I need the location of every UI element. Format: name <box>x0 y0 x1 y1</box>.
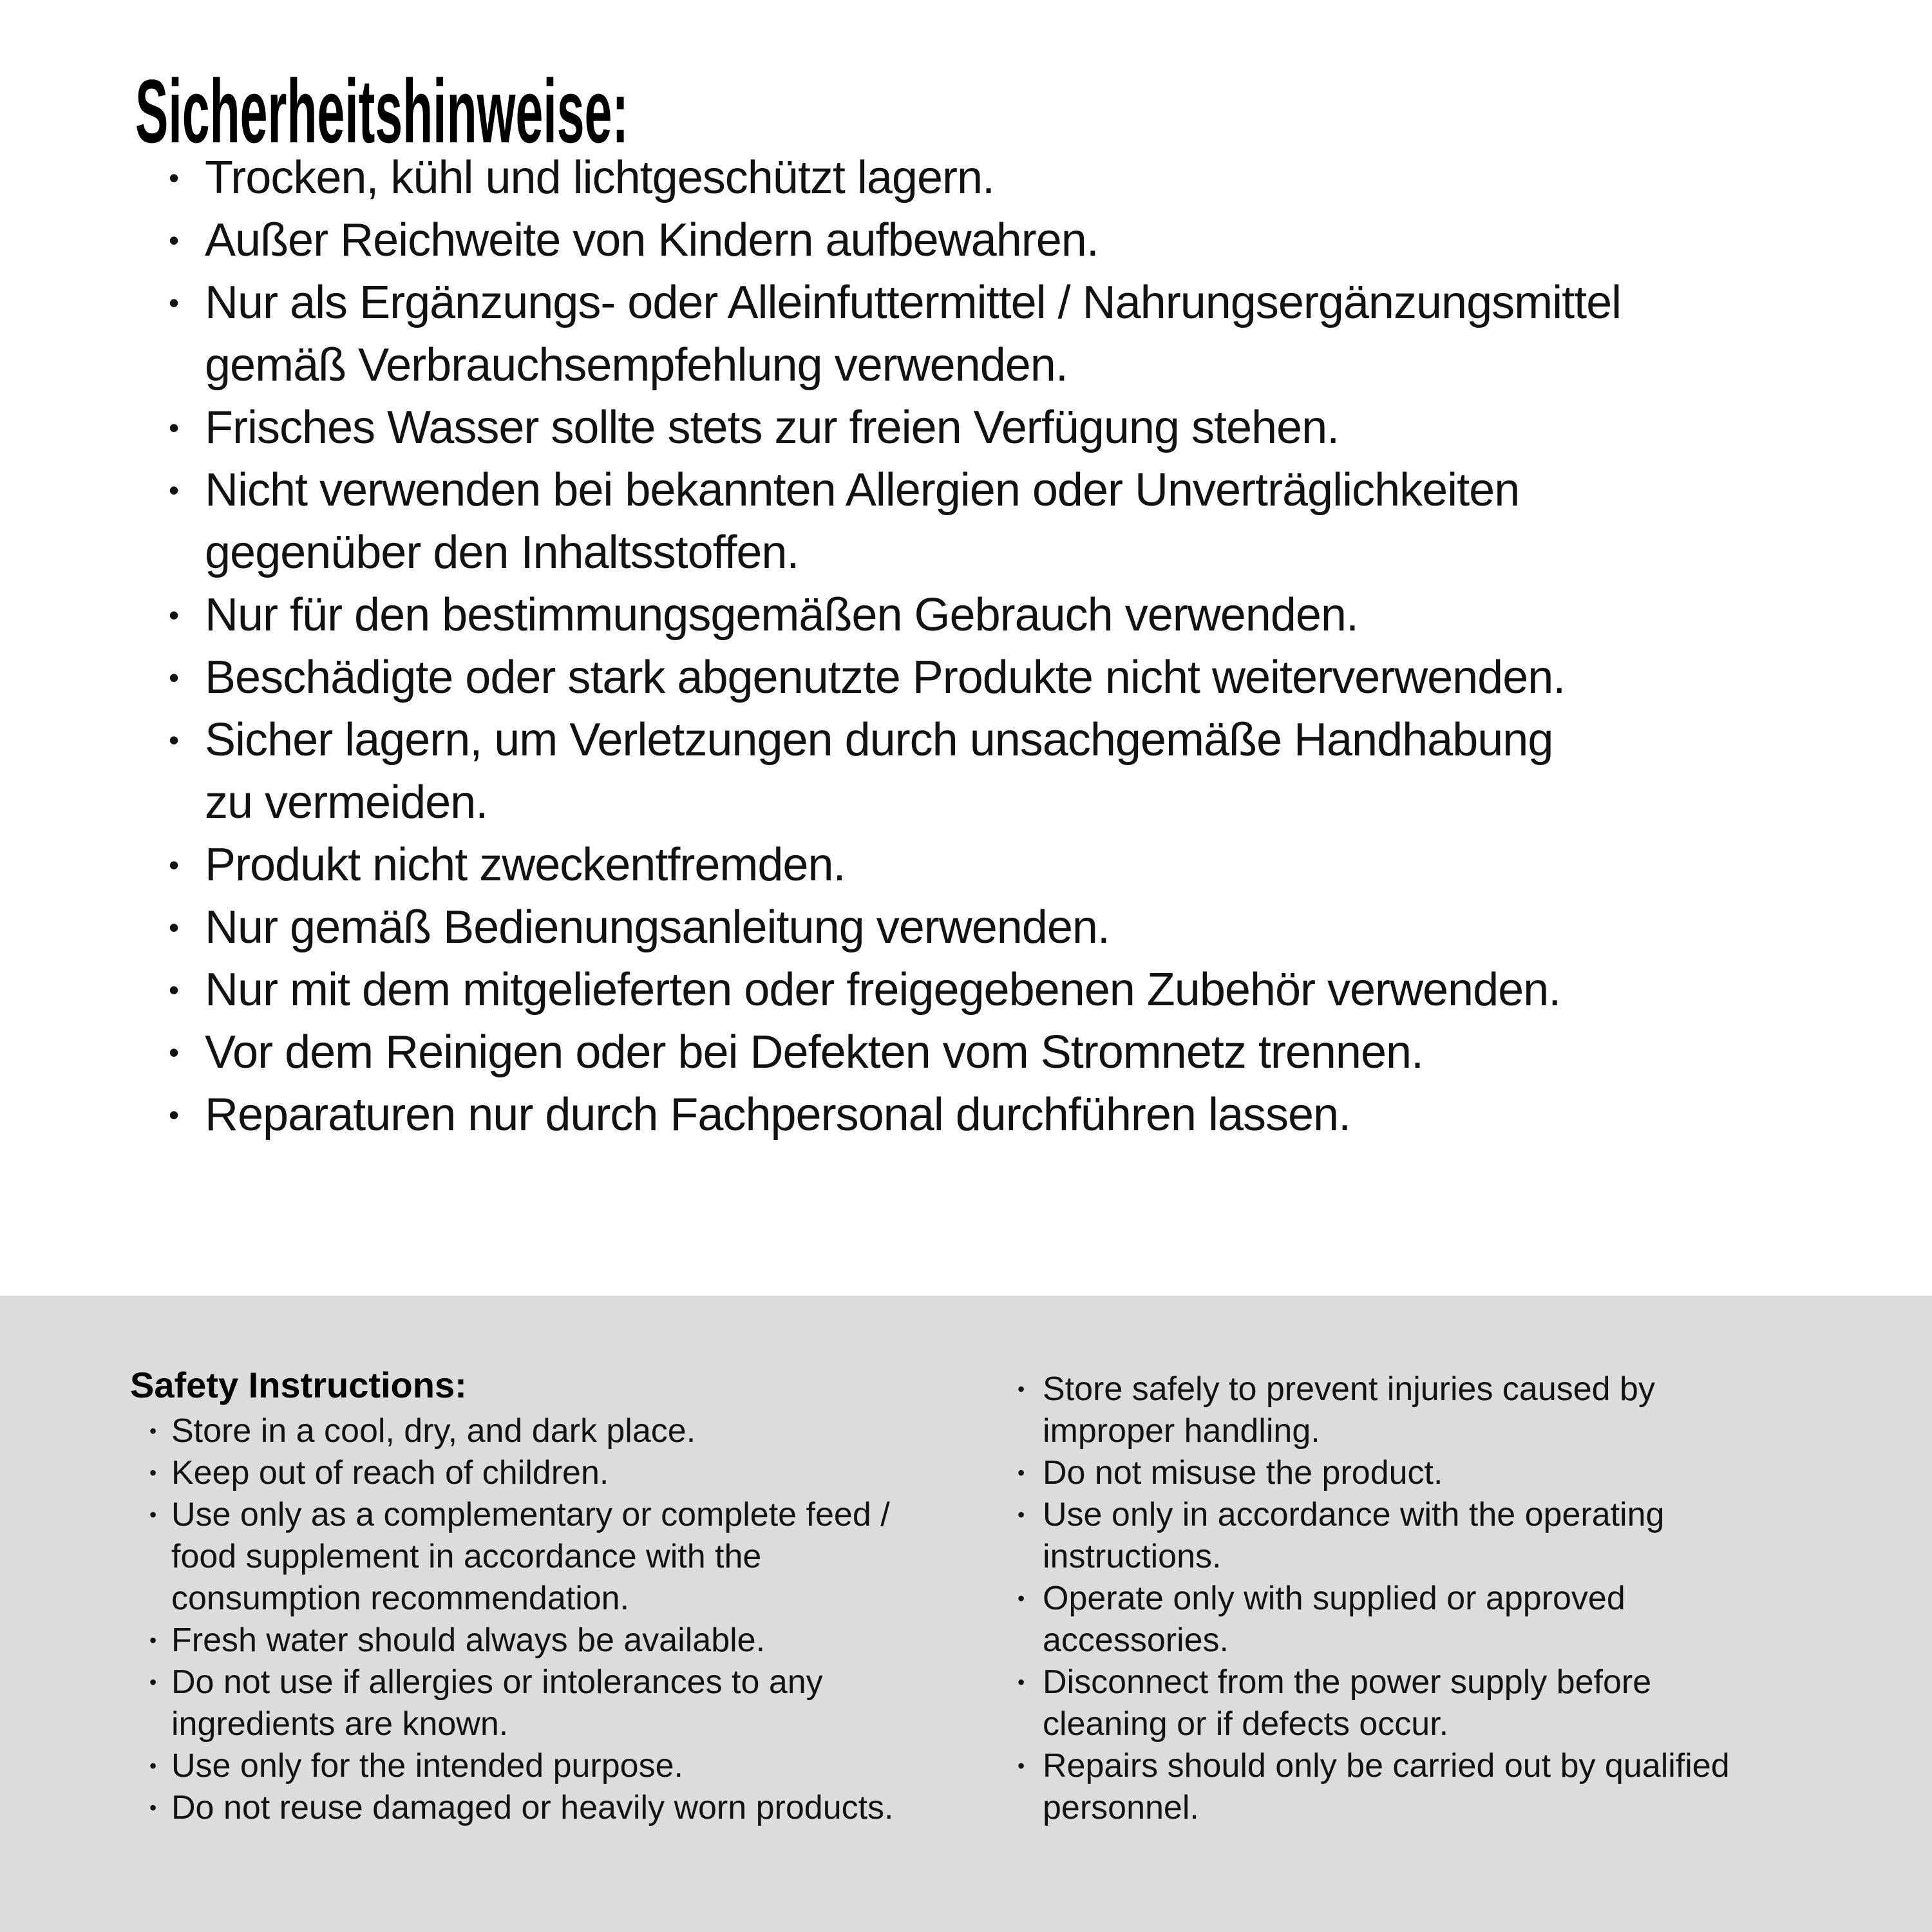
list-item <box>0 209 1932 272</box>
list-item <box>871 1620 1730 1662</box>
item-text: Nur mit dem mitgelieferten oder freigegebenen Zubehör verwenden. <box>205 964 1561 1016</box>
list-item <box>871 1745 1730 1787</box>
item-text: Reparaturen nur durch Fachpersonal durchführen lassen. <box>205 1089 1351 1141</box>
bullet-icon: • <box>149 1503 157 1526</box>
list-item <box>871 1787 1730 1829</box>
bullet-icon: • <box>169 848 180 882</box>
list-item <box>0 1410 894 1452</box>
bullet-icon: • <box>169 161 180 194</box>
bullet-icon: • <box>149 1796 157 1819</box>
bullet-icon: • <box>169 911 180 944</box>
item-text: Use only as a complementary or complete feed / <box>171 1496 890 1533</box>
item-text: Use only for the intended purpose. <box>171 1747 683 1785</box>
english-safety-list-right <box>871 1368 1730 1829</box>
bullet-icon: • <box>1018 1671 1025 1694</box>
item-text: Sicher lagern, um Verletzungen durch unsachgemäße Handhabung <box>205 714 1553 766</box>
item-text: zu vermeiden. <box>205 777 488 828</box>
item-text: Use only in accordance with the operating <box>1043 1496 1665 1533</box>
item-text: instructions. <box>1043 1538 1222 1575</box>
item-text: Nur für den bestimmungsgemäßen Gebrauch verwenden. <box>205 589 1358 641</box>
bullet-icon: • <box>1018 1587 1025 1610</box>
bullet-icon: • <box>149 1419 157 1443</box>
item-text: ingredients are known. <box>171 1705 509 1743</box>
item-text: Vor dem Reinigen oder bei Defekten vom Stromnetz trennen. <box>205 1027 1424 1078</box>
bullet-icon: • <box>149 1629 157 1652</box>
list-item <box>0 1787 894 1829</box>
bullet-icon: • <box>169 723 180 757</box>
list-item <box>0 896 1932 959</box>
item-text: Operate only with supplied or approved <box>1043 1580 1625 1617</box>
english-section-title: Safety Instructions: <box>130 1365 467 1405</box>
bullet-icon: • <box>169 473 180 507</box>
list-item <box>0 1620 894 1662</box>
list-item <box>0 772 1932 834</box>
item-text: Store safely to prevent injuries caused by <box>1043 1370 1655 1408</box>
bullet-icon: • <box>1018 1378 1025 1401</box>
item-text: Frisches Wasser sollte stets zur freien Verfügung stehen. <box>205 402 1340 453</box>
item-text: Nur gemäß Bedienungsanleitung verwenden. <box>205 902 1110 953</box>
list-item <box>0 709 1932 772</box>
bullet-icon: • <box>169 1098 180 1132</box>
item-text: Produkt nicht zweckentfremden. <box>205 839 846 891</box>
item-text: personnel. <box>1043 1789 1199 1826</box>
list-item <box>0 1578 894 1620</box>
list-item <box>0 584 1932 647</box>
item-text: Fresh water should always be available. <box>171 1622 766 1659</box>
item-text: cleaning or if defects occur. <box>1043 1705 1449 1743</box>
list-item <box>871 1536 1730 1578</box>
english-safety-list-left <box>0 1410 894 1829</box>
item-text: Trocken, kühl und lichtgeschützt lagern. <box>205 152 995 204</box>
bullet-icon: • <box>169 286 180 319</box>
list-item <box>871 1703 1730 1745</box>
list-item <box>0 334 1932 397</box>
bullet-icon: • <box>169 661 180 694</box>
item-text: food supplement in accordance with the <box>171 1538 762 1575</box>
list-item <box>0 647 1932 709</box>
item-text: Nicht verwenden bei bekannten Allergien oder Unverträglichkeiten <box>205 464 1520 516</box>
list-item <box>0 272 1932 334</box>
list-item <box>0 834 1932 896</box>
list-item <box>0 1745 894 1787</box>
item-text: Do not misuse the product. <box>1043 1454 1443 1492</box>
bullet-icon: • <box>149 1671 157 1694</box>
bullet-icon: • <box>169 973 180 1007</box>
bullet-icon: • <box>149 1754 157 1777</box>
item-text: consumption recommendation. <box>171 1580 630 1617</box>
list-item <box>871 1452 1730 1494</box>
list-item <box>871 1494 1730 1536</box>
list-item <box>0 147 1932 209</box>
list-item <box>0 522 1932 584</box>
german-section-title-text: Sicherheitshinweise: <box>135 61 629 162</box>
list-item <box>0 459 1932 522</box>
list-item <box>871 1578 1730 1620</box>
german-section-title <box>135 61 1032 162</box>
list-item <box>0 1703 894 1745</box>
bullet-icon: • <box>169 598 180 632</box>
bullet-icon: • <box>1018 1754 1025 1777</box>
item-text: Beschädigte oder stark abgenutzte Produkte nicht weiterverwenden. <box>205 652 1566 703</box>
list-item <box>0 1536 894 1578</box>
bullet-icon: • <box>1018 1503 1025 1526</box>
item-text: Keep out of reach of children. <box>171 1454 609 1492</box>
list-item <box>0 1452 894 1494</box>
list-item <box>0 1021 1932 1084</box>
item-text: Repairs should only be carried out by qualified <box>1043 1747 1730 1785</box>
bullet-icon: • <box>169 223 180 257</box>
item-text: gegenüber den Inhaltsstoffen. <box>205 527 799 578</box>
list-item <box>0 1494 894 1536</box>
list-item <box>871 1368 1730 1410</box>
item-text: gemäß Verbrauchsempfehlung verwenden. <box>205 339 1068 391</box>
bullet-icon: • <box>1018 1461 1025 1484</box>
item-text: Do not reuse damaged or heavily worn products. <box>171 1789 894 1826</box>
list-item <box>871 1410 1730 1452</box>
bullet-icon: • <box>169 1036 180 1069</box>
item-text: Außer Reichweite von Kindern aufbewahren. <box>205 214 1099 266</box>
item-text: improper handling. <box>1043 1412 1320 1450</box>
item-text: Disconnect from the power supply before <box>1043 1663 1652 1701</box>
item-text: Nur als Ergänzungs- oder Alleinfuttermittel / Nahrungsergänzungsmittel <box>205 277 1622 328</box>
item-text: accessories. <box>1043 1622 1229 1659</box>
english-section <box>0 1296 1932 1932</box>
german-safety-list <box>0 147 1932 1146</box>
list-item <box>0 1662 894 1703</box>
bullet-icon: • <box>149 1461 157 1484</box>
list-item <box>871 1662 1730 1703</box>
list-item <box>0 1084 1932 1146</box>
item-text: Do not use if allergies or intolerances to any <box>171 1663 823 1701</box>
list-item <box>0 959 1932 1021</box>
bullet-icon: • <box>169 411 180 444</box>
item-text: Store in a cool, dry, and dark place. <box>171 1412 696 1450</box>
list-item <box>0 397 1932 459</box>
